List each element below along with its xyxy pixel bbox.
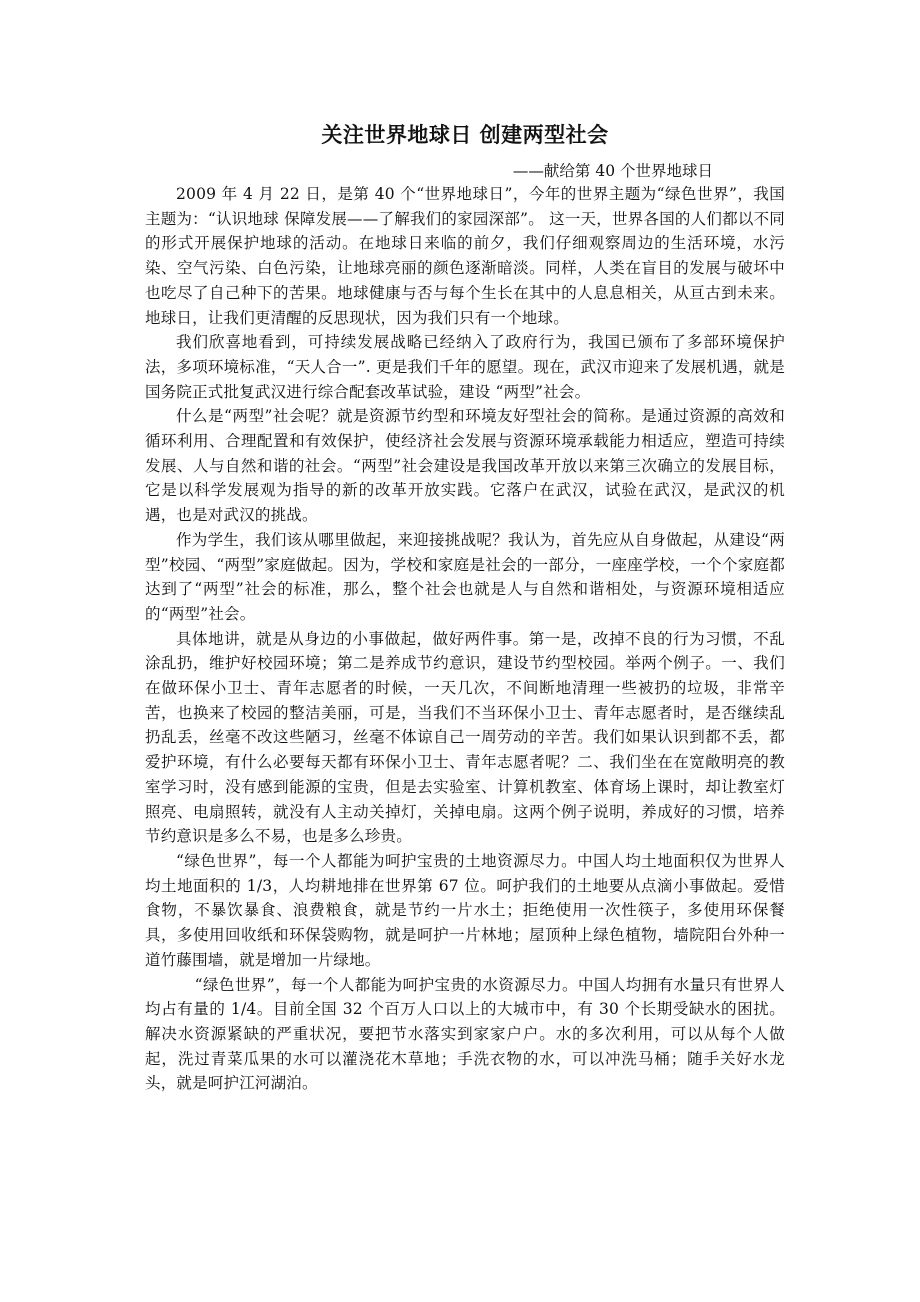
paragraph-land-resources: “绿色世界”，每一个人都能为呵护宝贵的土地资源尽力。中国人均土地面积仅为世界人均土地面积的 1/3，人均耕地排在世界第 67 位。呵护我们的土地要从点滴小事做起。爱惜食物，不暴饮暴食、浪费粮食，就是节约一片水土；拒绝使用一次性筷子，多使用环保餐具，多使用回收纸和环保袋购物，就是呵护一片林地；屋顶种上绿色植物，墙院阳台外种一道竹藤围墙，就是增加一片绿地。 — [145, 851, 785, 969]
paragraph-sustainable-development: 我们欣喜地看到，可持续发展战略已经纳入了政府行为，我国已颁布了多部环境保护法，多项环境标准，“天人合一”. 更是我们千年的愿望。现在，武汉市迎来了发展机遇，就是国务院正式批复武汉进行综合配套改革试验，建设 “两型”社会。 — [145, 333, 785, 401]
paragraph-water-resources: “绿色世界”，每一个人都能为呵护宝贵的水资源尽力。中国人均拥有水量只有世界人均占有量的 1/4。目前全国 32 个百万人口以上的大城市中，有 30 个长期受缺水的困扰。解决水资源紧缺的严重状况，要把节水落实到家家户户。水的多次利用，可以从每个人做起，洗过青菜瓜果的水可以灌浇花木草地；手洗衣物的水，可以冲洗马桶；随手关好水龙头，就是呵护江河湖泊。 — [145, 975, 785, 1093]
paragraph-students-start: 作为学生，我们该从哪里做起，来迎接挑战呢？我认为，首先应从自身做起，从建设“两型”校园、“两型”家庭做起。因为，学校和家庭是社会的一部分，一座座学校，一个个家庭都达到了“两型”社会的标准，那么，整个社会也就是人与自然和谐相处，与资源环境相适应的“两型”社会。 — [145, 530, 785, 623]
paragraph-concrete-examples: 具体地讲，就是从身边的小事做起，做好两件事。第一是，改掉不良的行为习惯，不乱涂乱扔，维护好校园环境；第二是养成节约意识，建设节约型校园。举两个例子。一、我们在做环保小卫士、青年志愿者的时候，一天几次，不间断地清理一些被扔的垃圾，非常辛苦，也换来了校园的整洁美丽，可是，当我们不当环保小卫士、青年志愿者时，是否继续乱扔乱丢，丝毫不改这些陋习，丝毫不体谅自己一周劳动的辛苦。我们如果认识到都不丢，都爱护环境，有什么必要每天都有环保小卫士、青年志愿者呢？二、我们坐在在宽敞明亮的教室学习时，没有感到能源的宝贵，但是去实验室、计算机教室、体育场上课时，却让教室灯照亮、电扇照转，就没有人主动关掉灯，关掉电扇。这两个例子说明，养成好的习惯，培养节约意识是多么不易，也是多么珍贵。 — [145, 629, 785, 846]
paragraph-two-type-society-definition: 什么是“两型”社会呢？就是资源节约型和环境友好型社会的简称。是通过资源的高效和循环利用、合理配置和有效保护，使经济社会发展与资源环境承载能力相适应，塑造可持续发展、人与自然和谐的社会。“两型”社会建设是我国改革开放以来第三次确立的发展目标，它是以科学发展观为指导的新的改革开放实践。它落户在武汉，试验在武汉，是武汉的机遇，也是对武汉的挑战。 — [145, 407, 785, 525]
paragraph-earth-day-intro: 2009 年 4 月 22 日，是第 40 个“世界地球日”，今年的世界主题为“绿色世界”，我国主题为：“认识地球 保障发展——了解我们的家园深部”。 这一天，世界各国的人们都以不同的形式开展保护地球的活动。在地球日来临的前夕，我们仔细观察周边的生活环境，水污染、空气污染、白色污染，让地球亮丽的颜色逐渐暗淡。同样，人类在盲目的发展与破坏中也吃尽了自己种下的苦果。地球健康与否与每个生长在其中的人息息相关，从亘古到未来。地球日，让我们更清醒的反思现状，因为我们只有一个地球。 — [145, 185, 785, 327]
page-title: 关注世界地球日 创建两型社会 — [321, 123, 609, 147]
document-page — [145, 118, 785, 1096]
page-subtitle: ——献给第 40 个世界地球日 — [512, 162, 713, 180]
